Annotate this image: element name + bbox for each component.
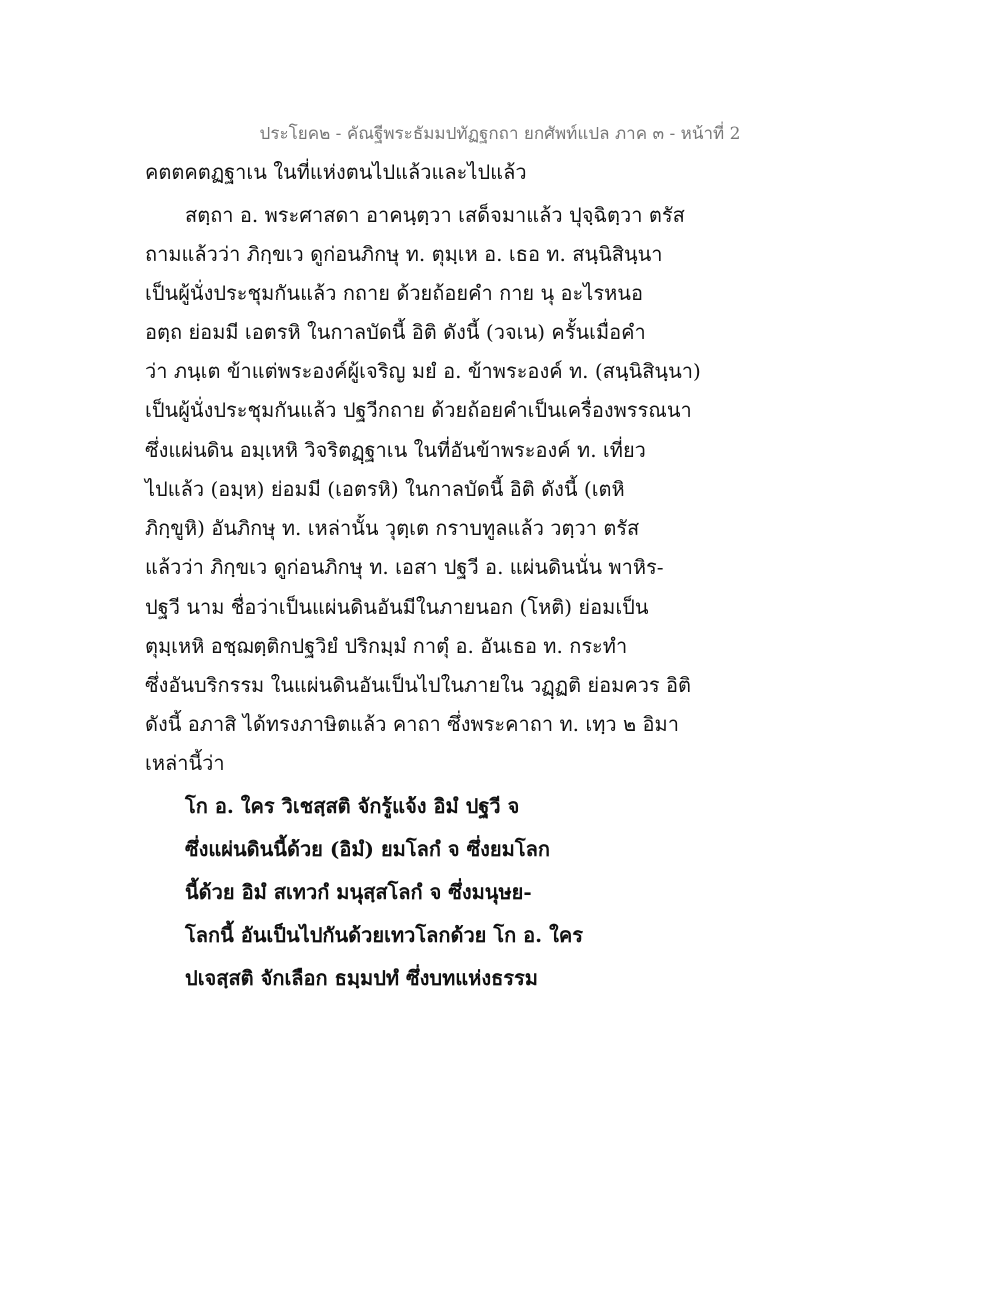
verse-line: ปเจสฺสติ จักเลือก ธมฺมปทํ ซึ่งบทแห่งธรรม [185, 966, 538, 990]
text-line: คตตคตฏฐาเน ในที่แห่งตนไปแล้วและไปแล้ว [145, 160, 527, 184]
text-line: อตฺถ ย่อมมี เอตรหิ ในกาลบัดนี้ อิติ ดังนี้ (วจเน) ครั้นเมื่อคำ [145, 320, 646, 344]
text-line: ซึ่งแผ่นดิน อมฺเหหิ วิจริตฏฺฐาเน ในที่อันข้าพระองค์ ท. เที่ยว [145, 438, 646, 462]
verse-line: ซึ่งแผ่นดินนี้ด้วย (อิมํ) ยมโลกํ จ ซึ่งยมโลก [185, 837, 550, 861]
text-line: เป็นผู้นั่งประชุมกันแล้ว ปฐวีกถาย ด้วยถ้อยคำเป็นเครื่องพรรณนา [145, 398, 692, 422]
verse-line: นี้ด้วย อิมํ สเทวกํ มนุสฺสโลกํ จ ซึ่งมนุษย- [185, 880, 532, 904]
text-line: ถามแล้วว่า ภิกฺขเว ดูก่อนภิกษุ ท. ตุมฺเห อ. เธอ ท. สนฺนิสินฺนา [145, 242, 663, 266]
text-line: เหล่านี้ว่า [145, 751, 225, 775]
verse-line: โก อ. ใคร วิเชสฺสติ จักรู้แจ้ง อิมํ ปฐวี จ [185, 794, 520, 818]
text-line: ดังนี้ อภาสิ ได้ทรงภาษิตแล้ว คาถา ซึ่งพระคาถา ท. เทฺว ๒ อิมา [145, 712, 679, 736]
text-line: ซึ่งอันบริกรรม ในแผ่นดินอันเป็นไปในภายใน วฏฺฏติ ย่อมควร อิติ [145, 673, 692, 697]
text-line: ไปแล้ว (อมฺห) ย่อมมี (เอตรหิ) ในกาลบัดนี้ อิติ ดังนี้ (เตหิ [145, 477, 625, 501]
text-line: ว่า ภนฺเต ข้าแต่พระองค์ผู้เจริญ มยํ อ. ข้าพระองค์ ท. (สนฺนิสินฺนา) [145, 359, 701, 383]
verse-line: โลกนี้ อันเป็นไปกันด้วยเทวโลกด้วย โก อ. ใคร [185, 923, 583, 947]
text-line: สตฺถา อ. พระศาสดา อาคนฺตฺวา เสด็จมาแล้ว ปุจฺฉิตฺวา ตรัส [185, 203, 685, 227]
text-line: เป็นผู้นั่งประชุมกันแล้ว กถาย ด้วยถ้อยคำ กาย นุ อะไรหนอ [145, 281, 643, 305]
text-line: แล้วว่า ภิกฺขเว ดูก่อนภิกษุ ท. เอสา ปฐวี อ. แผ่นดินนั่น พาหิร- [145, 555, 664, 579]
text-line: ปฐวี นาม ชื่อว่าเป็นแผ่นดินอันมีในภายนอก (โหติ) ย่อมเป็น [145, 595, 649, 619]
page-header: ประโยค๒ - คัณฐีพระธัมมปทัฏฐกถา ยกศัพท์แปล ภาค ๓ - หน้าที่ 2 [259, 124, 741, 144]
text-line: ตุมฺเหหิ อชฺฌตฺติกปฐวิยํ ปริกมฺมํ กาตุํ อ. อันเธอ ท. กระทำ [145, 634, 628, 658]
text-line: ภิกฺขูหิ) อันภิกษุ ท. เหล่านั้น วุตฺเต กราบทูลแล้ว วตฺวา ตรัส [145, 516, 640, 540]
